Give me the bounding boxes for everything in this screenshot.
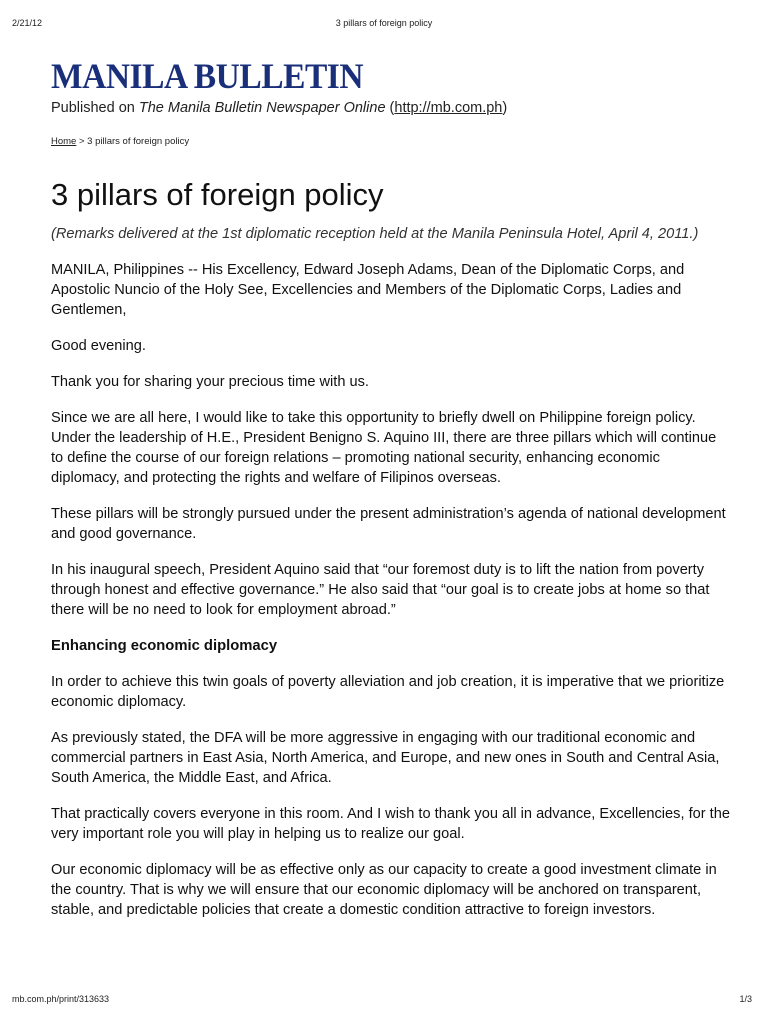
section-heading: Enhancing economic diplomacy <box>51 638 278 654</box>
published-prefix: Published on <box>51 100 139 116</box>
publication-name: The Manila Bulletin Newspaper Online <box>138 100 386 116</box>
article-title: 3 pillars of foreign policy <box>51 177 384 212</box>
page-content <box>51 56 731 936</box>
breadcrumb-home-link[interactable]: Home <box>51 136 77 147</box>
article-paragraph: Thank you for sharing your precious time with us. <box>51 374 369 390</box>
site-url-link[interactable]: http://mb.com.ph <box>394 100 503 116</box>
article-paragraph: MANILA, Philippines -- His Excellency, Edward Joseph Adams, Dean of the Diplomatic Corps, and Apostolic Nuncio of the Holy See, Excellencies and Members of the Diplomatic Corps, Ladies and Gentlemen, <box>51 262 685 318</box>
breadcrumb <box>51 136 731 148</box>
page-number: 1/3 <box>739 994 752 1004</box>
print-header <box>0 18 768 32</box>
article-paragraph: In order to achieve this twin goals of poverty alleviation and job creation, it is imperative that we prioritize economic diplomacy. <box>51 674 725 710</box>
article-intro: (Remarks delivered at the 1st diplomatic reception held at the Manila Peninsula Hotel, April 4, 2011.) <box>51 226 699 242</box>
article-body <box>51 224 731 920</box>
article-paragraph: That practically covers everyone in this room. And I wish to thank you all in advance, Excellencies, for the very important role you will play in helping us to realize our goal. <box>51 806 730 842</box>
breadcrumb-current: 3 pillars of foreign policy <box>87 136 190 147</box>
print-page-title: 3 pillars of foreign policy <box>335 18 433 28</box>
breadcrumb-separator: > <box>76 136 88 147</box>
print-date: 2/21/12 <box>12 18 43 28</box>
article-paragraph: As previously stated, the DFA will be more aggressive in engaging with our traditional economic and commercial partners in East Asia, North America, and Europe, and new ones in South and Central Asia, South America, the Middle East, and Africa. <box>51 730 720 786</box>
open-paren: ( <box>385 100 395 116</box>
article-paragraph: Our economic diplomacy will be as effective only as our capacity to create a good investment climate in the country. That is why we will ensure that our economic diplomacy will be anchored on transparent, stable, and predictable policies that create a domestic condition attractive to foreign investors. <box>51 862 717 918</box>
article-paragraph: These pillars will be strongly pursued under the present administration’s agenda of national development and good governance. <box>51 506 726 542</box>
published-line <box>51 98 731 118</box>
print-url: mb.com.ph/print/313633 <box>12 994 110 1004</box>
close-paren: ) <box>502 100 508 116</box>
article-paragraph: Good evening. <box>51 338 146 354</box>
print-footer <box>0 994 768 1008</box>
article-paragraph: In his inaugural speech, President Aquino said that “our foremost duty is to lift the nation from poverty through honest and effective governance.” He also said that “our goal is to create jobs at home so that there will be no need to look for employment abroad.” <box>51 562 710 618</box>
article-paragraph: Since we are all here, I would like to take this opportunity to briefly dwell on Philippine foreign policy. Under the leadership of H.E., President Benigno S. Aquino III, there are three pillars which will continue to define the course of our foreign relations – promoting national security, enhancing economic diplomacy, and protecting the rights and welfare of Filipinos overseas. <box>51 410 717 486</box>
masthead-logo: MANILA BULLETIN <box>51 56 364 96</box>
